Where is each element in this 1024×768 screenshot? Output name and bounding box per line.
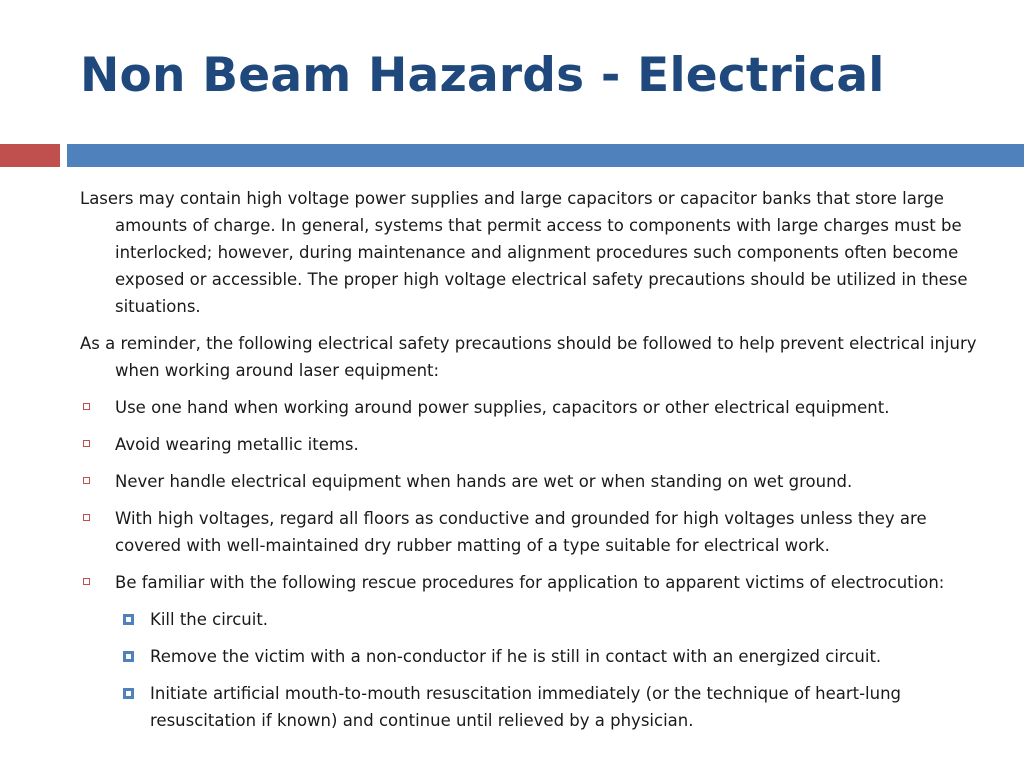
bullet-text: Use one hand when working around power supplies, capacitors or other electrical equipment.	[115, 398, 890, 417]
precaution-list	[80, 394, 980, 734]
list-item	[115, 643, 980, 670]
bullet-text: With high voltages, regard all floors as conductive and grounded for high voltages unless they are covered with well-maintained dry rubber matting of a type suitable for electrical work.	[115, 509, 927, 555]
hollow-square-bullet-icon	[83, 514, 90, 521]
list-item	[80, 394, 980, 421]
list-item	[80, 468, 980, 495]
hollow-square-bullet-icon	[83, 477, 90, 484]
list-item	[80, 431, 980, 458]
slide-body	[80, 185, 980, 744]
bullet-text: Be familiar with the following rescue procedures for application to apparent victims of electrocution:	[115, 573, 945, 592]
list-item	[115, 680, 980, 734]
slide-title: Non Beam Hazards - Electrical	[80, 48, 885, 103]
hollow-square-bullet-icon	[83, 578, 90, 585]
sub-bullet-text: Remove the victim with a non-conductor if he is still in contact with an energized circuit.	[150, 647, 882, 666]
intro-paragraph: Lasers may contain high voltage power supplies and large capacitors or capacitor banks that store large amounts of charge. In general, systems that permit access to components with large charges must be interlocked; however, during maintenance and alignment procedures such components often become exposed or accessible. The proper high voltage electrical safety precautions should be utilized in these situations.	[80, 189, 968, 316]
rescue-procedure-list	[115, 606, 980, 734]
list-item	[80, 569, 980, 734]
title-rule-bar	[67, 144, 1024, 167]
list-item	[115, 606, 980, 633]
sub-bullet-text: Kill the circuit.	[150, 610, 269, 629]
square-bullet-icon	[123, 651, 134, 662]
reminder-paragraph: As a reminder, the following electrical safety precautions should be followed to help prevent electrical injury when working around laser equipment:	[80, 334, 977, 380]
bullet-text: Never handle electrical equipment when hands are wet or when standing on wet ground.	[115, 472, 853, 491]
sub-bullet-text: Initiate artificial mouth-to-mouth resuscitation immediately (or the technique of heart-lung resuscitation if known) and continue until relieved by a physician.	[150, 684, 902, 730]
list-item	[80, 505, 980, 559]
title-rule-accent	[0, 144, 60, 167]
bullet-text: Avoid wearing metallic items.	[115, 435, 359, 454]
hollow-square-bullet-icon	[83, 440, 90, 447]
square-bullet-icon	[123, 688, 134, 699]
square-bullet-icon	[123, 614, 134, 625]
hollow-square-bullet-icon	[83, 403, 90, 410]
